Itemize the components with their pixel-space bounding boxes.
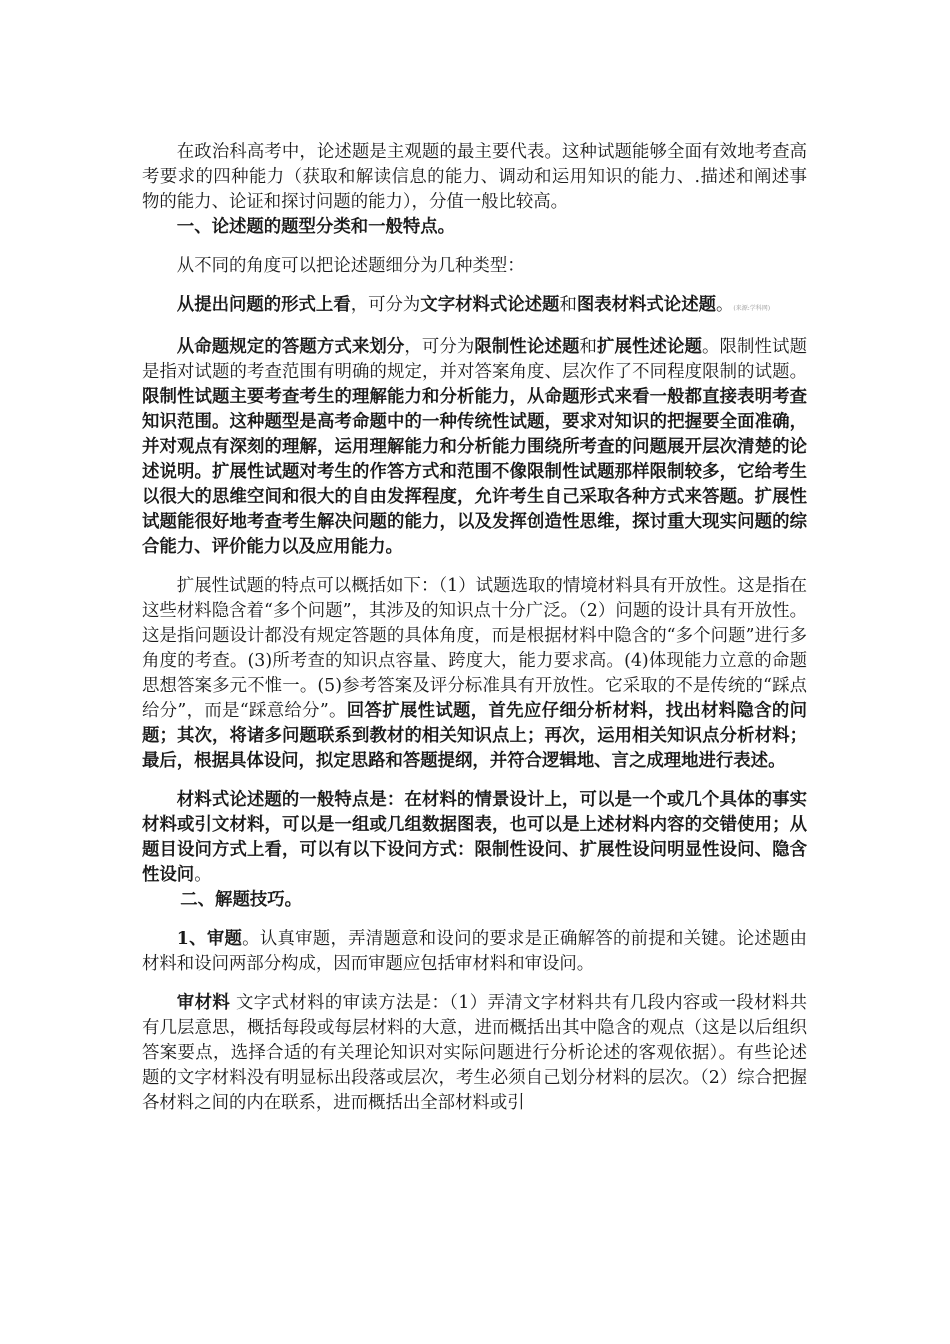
- form-text-3: 。: [715, 295, 734, 315]
- answer-style-paragraph: [142, 335, 807, 560]
- extended-features-text: 扩展性试题的特点可以概括如下：（1）试题选取的情境材料具有开放性。这是指在这些材料隐含着“多个问题”，其涉及的知识点十分广泛。（2）问题的设计具有开放性。这是指问题设计都没有规定答题的具体角度，而是根据材料中隐含的“多个问题”进行多角度的考查。(3)所考查的知识点容量、跨度大，能力要求高。(4)体现能力立意的命题思想答案多元不惟一。(5)参考答案及评分标准具有开放性。它采取的不是传统的“踩点给分”，而是“踩意给分”。: [142, 576, 807, 721]
- document-body: [142, 140, 807, 1116]
- review-material-lead: 审材料: [176, 993, 231, 1013]
- answer-style-lead: 从命题规定的答题方式来划分: [176, 337, 405, 357]
- form-term-2: 图表材料式论述题: [576, 295, 716, 315]
- section-heading-2: 二、解题技巧。: [180, 890, 303, 910]
- form-classification-paragraph: [142, 293, 807, 321]
- extended-features-paragraph: [142, 574, 807, 774]
- extended-features-bold: 回答扩展性试题，首先应仔细分析材料，找出材料隐含的问题；其次，将诸多问题联系到教材的相关知识点上；再次，运用相关知识点分析材料；最后，根据具体设问，拟定思路和答题提纲，并符合逻辑地、言之成理地进行表述。: [142, 701, 807, 771]
- section-heading-1: 一、论述题的题型分类和一般特点。: [176, 217, 456, 237]
- review-question-lead: 1、审题: [176, 929, 243, 949]
- form-term-1: 文字材料式论述题: [420, 295, 560, 315]
- material-features-paragraph: [142, 788, 807, 888]
- review-material-paragraph: [142, 991, 807, 1116]
- answer-style-text-1: ，可分为: [404, 337, 475, 357]
- material-features-end: 。: [194, 865, 212, 885]
- source-watermark: (来源:学科网): [733, 305, 771, 312]
- types-intro-paragraph: 从不同的角度可以把论述题细分为几种类型：: [176, 256, 525, 276]
- form-lead: 从提出问题的形式上看: [176, 295, 351, 315]
- answer-style-term-1: 限制性论述题: [474, 337, 580, 357]
- form-text-1: ，可分为: [350, 295, 421, 315]
- intro-paragraph: [142, 140, 807, 215]
- answer-style-text-3: 。限制性试题是指对试题的考查范围有明确的规定，并对答案角度、层次作了不同程度限制的试题。: [142, 337, 807, 382]
- material-features-bold: 材料式论述题的一般特点是：在材料的情景设计上，可以是一个或几个具体的事实材料或引文材料，可以是一组或几组数据图表，也可以是上述材料内容的交错使用；从题目设问方式上看，可以有以下设问方式：限制性设问、扩展性设问明显性设问、隐含性设问: [142, 790, 807, 885]
- answer-style-bold-body: 限制性试题主要考查考生的理解能力和分析能力，从命题形式来看一般都直接表明考查知识范围。这种题型是高考命题中的一种传统性试题，要求对知识的把握要全面准确，并对观点有深刻的理解，运用理解能力和分析能力围绕所考查的问题展开层次清楚的论述说明。扩展性试题对考生的作答方式和范围不像限制性试题那样限制较多，它给考生以很大的思维空间和很大的自由发挥程度，允许考生自己采取各种方式来答题。扩展性试题能很好地考查考生解决问题的能力，以及发挥创造性思维，探讨重大现实问题的综合能力、评价能力以及应用能力。: [142, 387, 807, 557]
- review-question-text: 。认真审题，弄清题意和设问的要求是正确解答的前提和关键。论述题由材料和设问两部分构成，因而审题应包括审材料和审设问。: [142, 929, 807, 974]
- intro-text: 在政治科高考中，论述题是主观题的最主要代表。这种试题能够全面有效地考查高考要求的四种能力（获取和解读信息的能力、调动和运用知识的能力、.描述和阐述事物的能力、论证和探讨问题的能力），分值一般比较高。: [142, 142, 807, 212]
- answer-style-term-2: 扩展性述论题: [596, 337, 703, 357]
- review-material-text: 文字式材料的审读方法是：（1）弄清文字材料共有几段内容或一段材料共有几层意思，概括每段或每层材料的大意，进而概括出其中隐含的观点（这是以后组织答案要点，选择合适的有关理论知识对实际问题进行分析论述的客观依据）。有些论述题的文字材料没有明显标出段落或层次，考生必须自己划分材料的层次。（2）综合把握各材料之间的内在联系，进而概括出全部材料或引: [142, 993, 807, 1113]
- answer-style-text-2: 和: [579, 337, 597, 357]
- review-question-paragraph: [142, 927, 807, 977]
- form-text-2: 和: [559, 295, 577, 315]
